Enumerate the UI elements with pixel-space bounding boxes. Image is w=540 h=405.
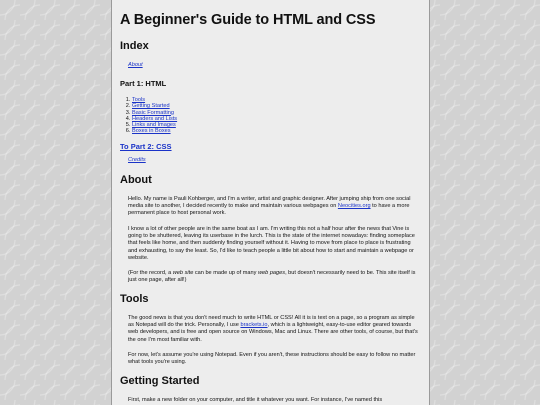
web-site-term: web site: [172, 270, 194, 277]
about-p3-text-end: , but doesn't necessarily need to be. This site itself is just one page, after all!): [128, 270, 416, 284]
boxes-in-boxes-link[interactable]: Boxes in Boxes: [132, 128, 171, 135]
tools-p1-text-end: , which is a lightweight, easy-to-use editor geared towards web developers, and is free and open source on Windows, Mac and Linux. There are other tools, of course, but that's the one I'm most familiar with.: [128, 322, 418, 343]
links-images-link[interactable]: Links and Images: [132, 122, 176, 129]
web-pages-term: web pages: [258, 270, 286, 277]
page-content: [111, 0, 430, 405]
about-p1-text-end: to have a more permanent place to host personal work.: [128, 203, 410, 217]
tools-heading: Tools: [120, 292, 149, 305]
credits-link[interactable]: Credits: [128, 156, 146, 163]
about-paragraph-2: I know a lot of other people are in the same boat as I am. I'm writing this not a half hour after the news that Vine is going to be shuttered, leaving its userbase in the lurch. This is the state of the internet nowadays: finding someplace that feels like home, and then suddenly finding yourself without it. Having to move from place to place is frustrating and exhausting, to say the least. So, I'd like to teach people a little bit about how to start and maintain a webpage or website.: [128, 225, 415, 261]
index-heading: Index: [120, 40, 149, 52]
about-p3-text-mid: can be made up of many: [193, 270, 258, 277]
about-p3-text: (For the record, a: [128, 270, 173, 277]
tools-p1-text: The good news is that you don't need much to write HTML or CSS! All it is is text on a page, so a program as simple as Notepad will do the trick. Personally, I use: [128, 314, 415, 329]
about-link[interactable]: About: [128, 62, 143, 68]
headers-lists-link[interactable]: Headers and Lists: [132, 115, 178, 122]
about-heading: About: [120, 173, 152, 186]
page-title: A Beginner's Guide to HTML and CSS: [120, 12, 376, 28]
part2-css-link[interactable]: To Part 2: CSS: [120, 141, 172, 151]
basic-formatting-link[interactable]: Basic Formatting: [132, 109, 174, 116]
tools-paragraph-1: [128, 315, 421, 344]
getting-started-heading: Getting Started: [120, 374, 200, 387]
part1-heading: Part 1: HTML: [120, 79, 167, 88]
list-item: [132, 128, 421, 134]
getting-started-paragraph-1: First, make a new folder on your computer, and title it whatever you want. For instance, I've named this: [128, 396, 383, 403]
about-paragraph-3: [128, 270, 421, 285]
about-paragraph-1: [128, 196, 421, 218]
tools-paragraph-2: For now, let's assume you're using Notepad. Even if you aren't, these instructions should be easy to follow no matter what tools you're using.: [128, 351, 416, 366]
neocities-link[interactable]: Neocities.org: [337, 203, 371, 210]
brackets-link[interactable]: brackets.io: [240, 322, 268, 329]
tools-link[interactable]: Tools: [132, 97, 146, 103]
getting-started-link[interactable]: Getting Started: [132, 103, 170, 110]
part1-list: [120, 97, 421, 135]
about-p1-text: Hello. My name is Pauli Kohberger, and I'm a writer, artist and graphic designer. After jumping ship from one social media site to another, I decided recently to make and maintain various webpages on: [128, 195, 411, 210]
